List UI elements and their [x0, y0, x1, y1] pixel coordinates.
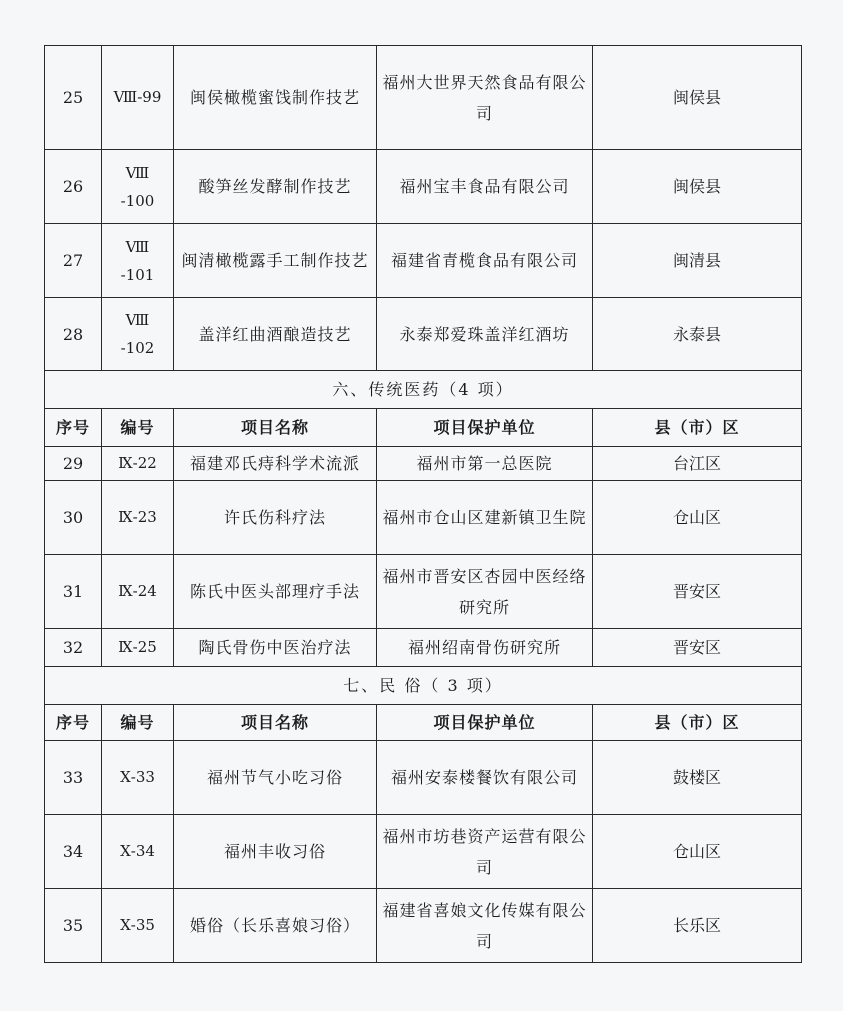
project-name: 陈氏中医头部理疗手法 — [174, 555, 377, 629]
header-code: 编号 — [102, 705, 174, 741]
protection-unit: 永泰郑爱珠盖洋红酒坊 — [377, 298, 593, 371]
protection-unit: 福州市坊巷资产运营有限公司 — [377, 815, 593, 889]
header-district: 县（市）区 — [593, 409, 802, 447]
row-number: 29 — [45, 447, 102, 481]
district: 长乐区 — [593, 889, 802, 963]
header-name: 项目名称 — [174, 705, 377, 741]
project-code — [102, 150, 174, 224]
project-name: 酸笋丝发酵制作技艺 — [174, 150, 377, 224]
table-row — [45, 224, 802, 298]
section-title-row — [45, 371, 802, 409]
header-unit: 项目保护单位 — [377, 409, 593, 447]
table-row — [45, 298, 802, 371]
row-number: 26 — [45, 150, 102, 224]
row-number: 28 — [45, 298, 102, 371]
project-code: Ⅷ-99 — [102, 46, 174, 150]
project-code: Ⅹ-35 — [102, 889, 174, 963]
row-number: 31 — [45, 555, 102, 629]
project-code: Ⅸ-24 — [102, 555, 174, 629]
table-row — [45, 481, 802, 555]
section-title: 六、传统医药（4 项） — [45, 371, 802, 409]
project-name: 福建邓氏痔科学术流派 — [174, 447, 377, 481]
table-row — [45, 46, 802, 150]
project-code — [102, 298, 174, 371]
district: 闽侯县 — [593, 46, 802, 150]
protection-unit: 福州大世界天然食品有限公司 — [377, 46, 593, 150]
project-name: 福州节气小吃习俗 — [174, 741, 377, 815]
project-name: 许氏伤科疗法 — [174, 481, 377, 555]
table-row — [45, 150, 802, 224]
section-title: 七、民 俗（ 3 项） — [45, 667, 802, 705]
table-header-row — [45, 409, 802, 447]
project-code: Ⅹ-33 — [102, 741, 174, 815]
project-name: 婚俗（长乐喜娘习俗） — [174, 889, 377, 963]
district: 晋安区 — [593, 629, 802, 667]
district: 闽清县 — [593, 224, 802, 298]
header-no: 序号 — [45, 409, 102, 447]
project-name: 闽清橄榄露手工制作技艺 — [174, 224, 377, 298]
project-code-part: -101 — [120, 265, 155, 284]
project-code-part: Ⅷ — [125, 237, 150, 256]
table-row — [45, 815, 802, 889]
project-name: 福州丰收习俗 — [174, 815, 377, 889]
district: 闽侯县 — [593, 150, 802, 224]
protection-unit: 福州安泰楼餐饮有限公司 — [377, 741, 593, 815]
protection-unit: 福州市仓山区建新镇卫生院 — [377, 481, 593, 555]
project-name: 陶氏骨伤中医治疗法 — [174, 629, 377, 667]
project-code: Ⅸ-25 — [102, 629, 174, 667]
heritage-list-table — [44, 45, 802, 963]
project-code: Ⅸ-23 — [102, 481, 174, 555]
protection-unit: 福州市晋安区杏园中医经络研究所 — [377, 555, 593, 629]
header-code: 编号 — [102, 409, 174, 447]
header-name: 项目名称 — [174, 409, 377, 447]
project-code: Ⅹ-34 — [102, 815, 174, 889]
row-number: 35 — [45, 889, 102, 963]
header-district: 县（市）区 — [593, 705, 802, 741]
table-row — [45, 741, 802, 815]
project-name: 闽侯橄榄蜜饯制作技艺 — [174, 46, 377, 150]
district: 台江区 — [593, 447, 802, 481]
table-row — [45, 555, 802, 629]
project-code-part: Ⅷ — [125, 311, 150, 329]
table-header-row — [45, 705, 802, 741]
project-code — [102, 224, 174, 298]
project-code-part: -100 — [120, 191, 155, 210]
table-row — [45, 447, 802, 481]
protection-unit: 福州绍南骨伤研究所 — [377, 629, 593, 667]
protection-unit: 福建省喜娘文化传媒有限公司 — [377, 889, 593, 963]
protection-unit: 福州宝丰食品有限公司 — [377, 150, 593, 224]
protection-unit: 福州市第一总医院 — [377, 447, 593, 481]
table-row — [45, 889, 802, 963]
project-code-part: Ⅷ — [125, 163, 150, 182]
row-number: 27 — [45, 224, 102, 298]
section-title-row — [45, 667, 802, 705]
district: 晋安区 — [593, 555, 802, 629]
table-row — [45, 629, 802, 667]
district: 鼓楼区 — [593, 741, 802, 815]
district: 仓山区 — [593, 481, 802, 555]
protection-unit: 福建省青榄食品有限公司 — [377, 224, 593, 298]
header-no: 序号 — [45, 705, 102, 741]
project-code-part: -102 — [120, 339, 155, 357]
row-number: 25 — [45, 46, 102, 150]
row-number: 30 — [45, 481, 102, 555]
district: 永泰县 — [593, 298, 802, 371]
header-unit: 项目保护单位 — [377, 705, 593, 741]
district: 仓山区 — [593, 815, 802, 889]
row-number: 34 — [45, 815, 102, 889]
row-number: 33 — [45, 741, 102, 815]
project-name: 盖洋红曲酒酿造技艺 — [174, 298, 377, 371]
project-code: Ⅸ-22 — [102, 447, 174, 481]
row-number: 32 — [45, 629, 102, 667]
